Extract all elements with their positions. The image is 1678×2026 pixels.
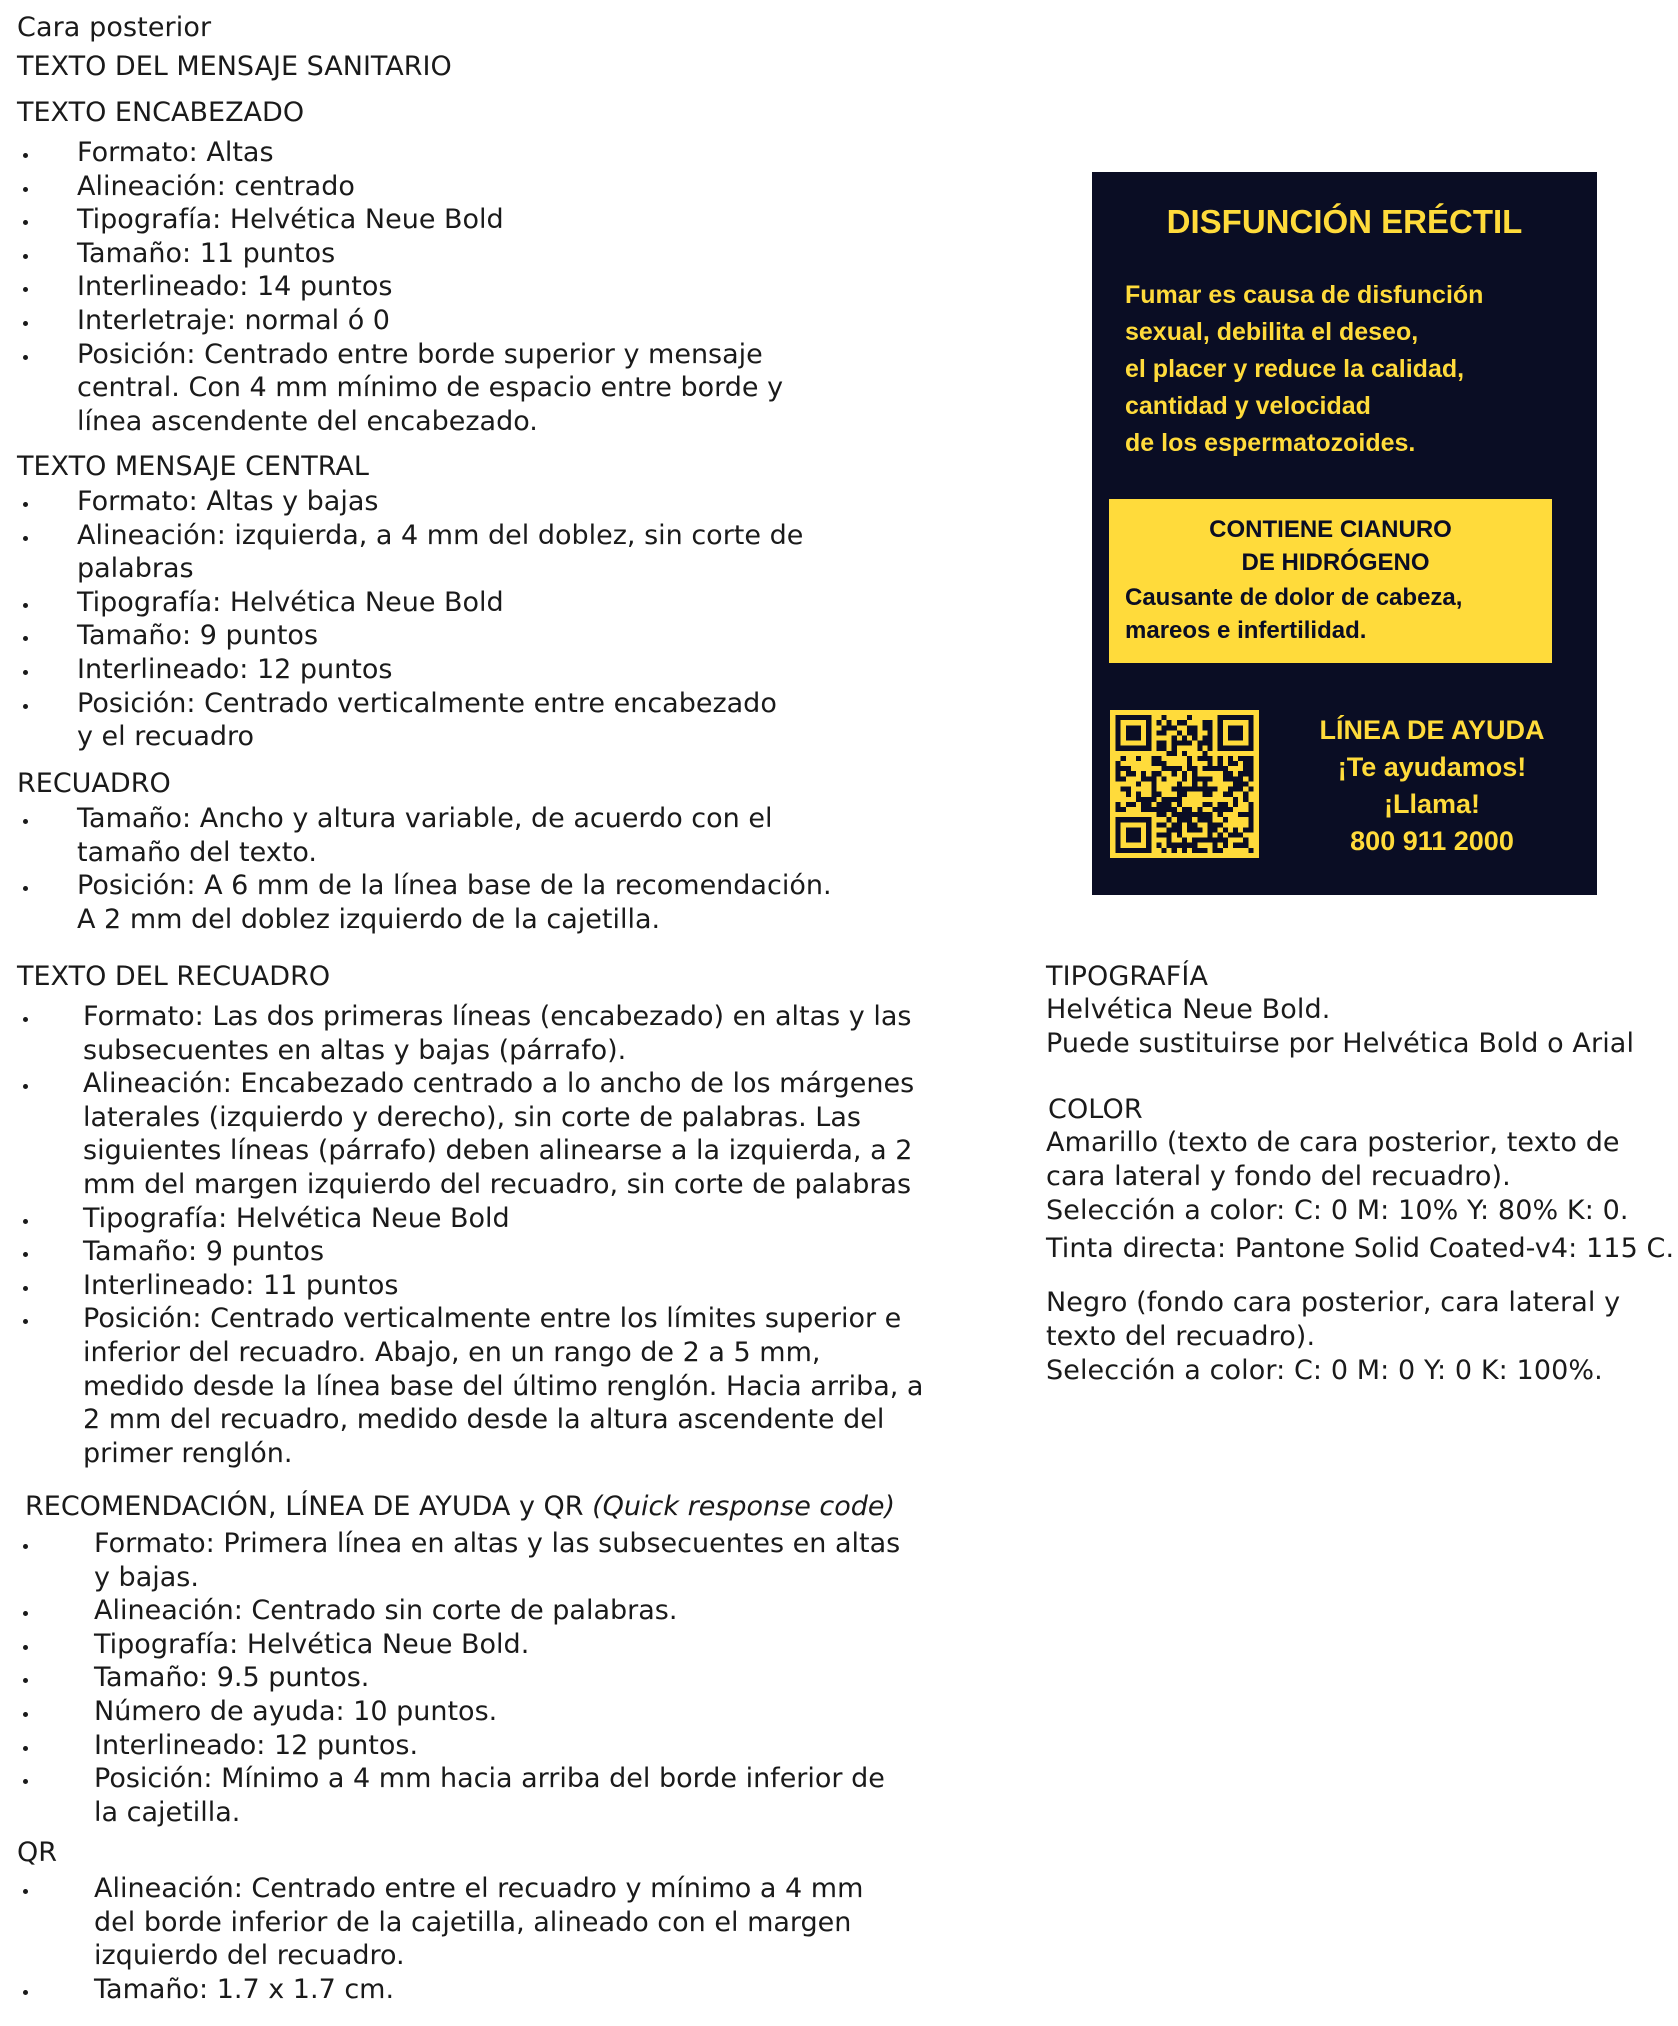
help-line: LÍNEA DE AYUDA ¡Te ayudamos! ¡Llama! 800 911 2000 xyxy=(1319,715,1545,856)
list-item: Tamaño: 9 puntos xyxy=(17,1235,923,1269)
list-item: Tipografía: Helvética Neue Bold xyxy=(17,203,783,237)
list-item: Tipografía: Helvética Neue Bold. xyxy=(17,1628,900,1662)
rec-list xyxy=(17,1527,900,1829)
list-item: Posición: A 6 mm de la línea base de la recomendación. A 2 mm del doblez izquierdo de la cajetilla. xyxy=(17,869,832,936)
yellow-spec: Amarillo (texto de cara posterior, texto de cara lateral y fondo del recuadro). Selección a color: C: 0 M: 10% Y: 80% K: 0. xyxy=(1046,1127,1629,1226)
list-item: Interlineado: 11 puntos xyxy=(17,1269,923,1303)
list-item: Alineación: izquierda, a 4 mm del doblez, sin corte de palabras xyxy=(17,519,803,586)
face-title: Cara posterior xyxy=(17,12,212,43)
list-item: Alineación: centrado xyxy=(17,170,783,204)
enc-list xyxy=(17,136,783,438)
list-item: Posición: Centrado verticalmente entre los límites superior e inferior del recuadro. Abajo, en un rango de 2 a 5 mm, medido desde la línea base del último renglón. Hacia arriba, a 2 mm del recuadro, medido desde la altura ascendente del primer renglón. xyxy=(17,1302,923,1470)
panel-warning-box xyxy=(1109,499,1552,663)
enc-title: TEXTO ENCABEZADO xyxy=(17,97,305,128)
tipo-text: Helvética Neue Bold. Puede sustituirse por Helvética Bold o Arial xyxy=(1046,994,1635,1059)
qr-code-icon xyxy=(1110,710,1259,858)
pantone-spec: Tinta directa: Pantone Solid Coated-v4: 115 C. xyxy=(1046,1233,1675,1264)
rec-title: RECOMENDACIÓN, LÍNEA DE AYUDA y QR (Quick response code) xyxy=(25,1491,896,1522)
list-item: Interletraje: normal ó 0 xyxy=(17,304,783,338)
list-item: Tamaño: Ancho y altura variable, de acuerdo con el tamaño del texto. xyxy=(17,802,832,869)
list-item: Interlineado: 12 puntos. xyxy=(17,1729,900,1763)
list-item: Alineación: Encabezado centrado a lo ancho de los márgenes laterales (izquierdo y derecho), sin corte de palabras. Las siguientes líneas (párrafo) deben alinearse a la izquierda, a 2 mm del margen izquierdo del recuadro, sin corte de palabras xyxy=(17,1067,923,1201)
central-title: TEXTO MENSAJE CENTRAL xyxy=(17,451,369,482)
recuadro-title: RECUADRO xyxy=(17,768,171,799)
list-item: Tamaño: 9.5 puntos. xyxy=(17,1661,900,1695)
list-item: Interlineado: 14 puntos xyxy=(17,270,783,304)
qr-title: QR xyxy=(17,1837,58,1868)
list-item: Posición: Centrado entre borde superior y mensaje central. Con 4 mm mínimo de espacio entre borde y línea ascendente del encabezado. xyxy=(17,338,783,439)
trec-title: TEXTO DEL RECUADRO xyxy=(17,961,331,992)
list-item: Formato: Las dos primeras líneas (encabezado) en altas y las subsecuentes en altas y bajas (párrafo). xyxy=(17,1000,923,1067)
recuadro-list xyxy=(17,802,832,936)
list-item: Formato: Primera línea en altas y las subsecuentes en altas y bajas. xyxy=(17,1527,900,1594)
panel-message: Fumar es causa de disfunción sexual, debilita el deseo, el placer y reduce la calidad, cantidad y velocidad de los espermatozoides. xyxy=(1125,281,1484,457)
list-item: Tipografía: Helvética Neue Bold xyxy=(17,586,803,620)
box-body: Causante de dolor de cabeza, mareos e infertilidad. xyxy=(1125,584,1463,644)
qr-list xyxy=(17,1872,863,2006)
list-item: Formato: Altas xyxy=(17,136,783,170)
list-item: Tamaño: 1.7 x 1.7 cm. xyxy=(17,1973,863,2007)
main-title: TEXTO DEL MENSAJE SANITARIO xyxy=(17,51,452,82)
list-item: Posición: Centrado verticalmente entre encabezado y el recuadro xyxy=(17,687,803,754)
list-item: Alineación: Centrado sin corte de palabras. xyxy=(17,1594,900,1628)
color-title: COLOR xyxy=(1048,1094,1143,1125)
warning-panel xyxy=(1092,172,1597,895)
black-spec: Negro (fondo cara posterior, cara lateral y texto del recuadro). Selección a color: C: 0 M: 0 Y: 0 K: 100%. xyxy=(1046,1287,1621,1386)
list-item: Alineación: Centrado entre el recuadro y mínimo a 4 mm del borde inferior de la cajetilla, alineado con el margen izquierdo del recuadro. xyxy=(17,1872,863,1973)
tipo-title: TIPOGRAFÍA xyxy=(1046,961,1209,992)
central-list xyxy=(17,485,803,754)
list-item: Número de ayuda: 10 puntos. xyxy=(17,1695,900,1729)
list-item: Tamaño: 11 puntos xyxy=(17,237,783,271)
list-item: Interlineado: 12 puntos xyxy=(17,653,803,687)
trec-list xyxy=(17,1000,923,1470)
list-item: Tipografía: Helvética Neue Bold xyxy=(17,1202,923,1236)
list-item: Posición: Mínimo a 4 mm hacia arriba del borde inferior de la cajetilla. xyxy=(17,1762,900,1829)
list-item: Formato: Altas y bajas xyxy=(17,485,803,519)
list-item: Tamaño: 9 puntos xyxy=(17,619,803,653)
box-heading: CONTIENE CIANURO DE HIDRÓGENO xyxy=(1209,516,1452,576)
panel-heading: DISFUNCIÓN ERÉCTIL xyxy=(1166,203,1523,240)
